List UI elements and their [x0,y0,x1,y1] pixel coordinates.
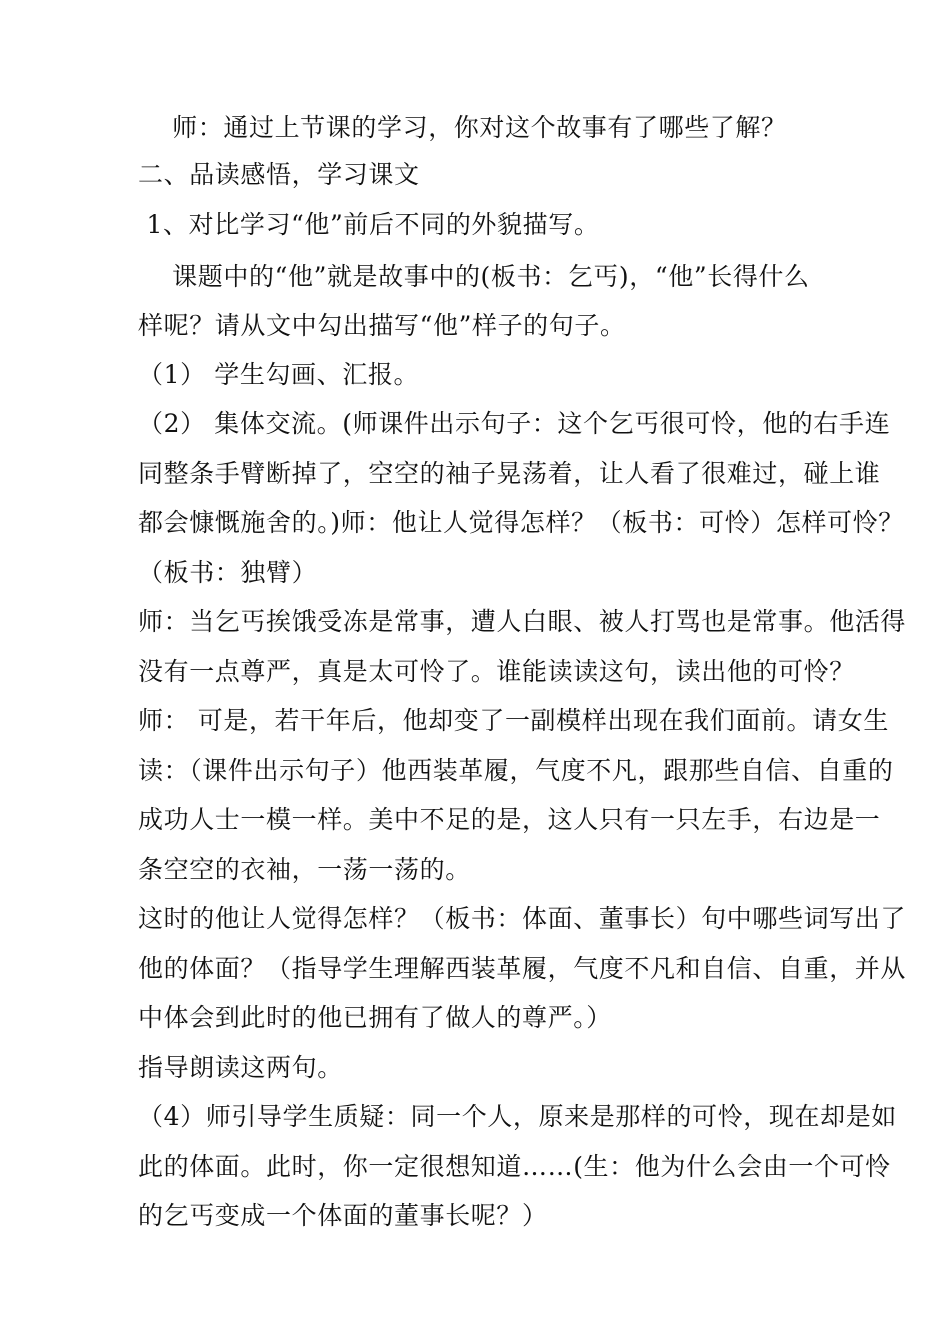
text-line: 师： 可是，若干年后，他却变了一副模样出现在我们面前。请女生 [138,706,889,735]
text-line: （2） 集体交流。(师课件出示句子：这个乞丐很可怜，他的右手连 [138,409,891,438]
text-line: 此的体面。此时，你一定很想知道……(生：他为什么会由一个可怜 [138,1152,891,1181]
text-line: 中体会到此时的他已拥有了做人的尊严。） [138,1003,612,1032]
text-line: 读：（课件出示句子）他西装革履，气度不凡，跟那些自信、自重的 [138,756,894,785]
text-line: 成功人士一模一样。美中不足的是，这人只有一只左手，右边是一 [138,805,881,834]
subsection-heading: 1、对比学习“他”前后不同的外貌描写。 [138,210,600,239]
text-line: （板书：独臂） [138,558,318,587]
text-line: 指导朗读这两句。 [138,1053,343,1082]
text-line: 这时的他让人觉得怎样？（板书：体面、董事长）句中哪些词写出了 [138,904,907,933]
text-line: （4）师引导学生质疑：同一个人，原来是那样的可怜，现在却是如 [138,1102,897,1131]
text-line: 同整条手臂断掉了，空空的袖子晃荡着，让人看了很难过，碰上谁 [138,459,881,488]
text-line: 没有一点尊严，真是太可怜了。谁能读读这句，读出他的可怜？ [138,657,855,686]
text-line: 课题中的“他”就是故事中的(板书：乞丐)，“他”长得什么 [138,262,810,291]
text-line: 条空空的衣袖，一荡一荡的。 [138,855,471,884]
text-line: 样呢？请从文中勾出描写“他”样子的句子。 [138,311,626,340]
text-line: （1） 学生勾画、汇报。 [138,360,420,389]
text-line: 都会慷慨施舍的。)师：他让人觉得怎样？（板书：可怜）怎样可怜？ [138,508,904,537]
text-line: 师：通过上节课的学习，你对这个故事有了哪些了解？ [138,113,787,142]
text-line: 师：当乞丐挨饿受冻是常事，遭人白眼、被人打骂也是常事。他活得 [138,607,907,636]
section-heading: 二、品读感悟，学习课文 [138,160,420,189]
text-line: 他的体面？（指导学生理解西装革履，气度不凡和自信、自重，并从 [138,954,907,983]
text-line: 的乞丐变成一个体面的董事长呢？） [138,1201,548,1230]
